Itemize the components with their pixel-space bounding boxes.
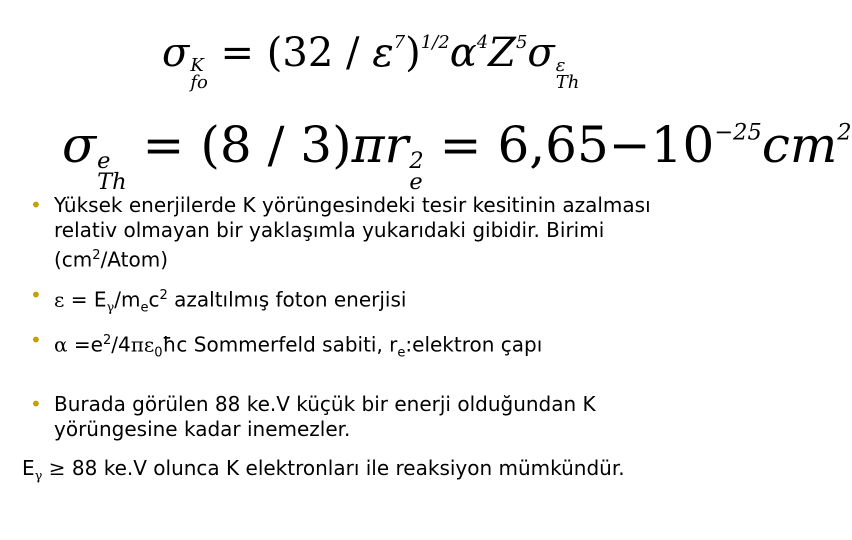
alpha: α (54, 332, 68, 357)
fraction: (8 / 3) (200, 116, 352, 174)
pi: π (130, 332, 144, 357)
hbar-c: ħc (162, 332, 188, 357)
r-symbol: r (384, 116, 409, 174)
ge-symbol: ≥ (42, 456, 72, 480)
zero-sub: 0 (154, 345, 163, 361)
equals: = (142, 116, 185, 174)
bullet-item-energy (30, 392, 700, 442)
sigma-indices (190, 54, 208, 93)
epsilon: ε (54, 287, 65, 312)
sigma-th-sup: ε (555, 54, 566, 76)
equals-2: = (439, 116, 482, 174)
pi: π (351, 116, 385, 174)
bullet-dot-icon: • (30, 283, 42, 307)
alpha: α (449, 30, 477, 76)
sigma-symbol: σ (62, 116, 97, 174)
sigma-th-indices (555, 54, 580, 93)
half-exp: 1/2 (420, 32, 450, 53)
tail: :elektron çapı (405, 332, 543, 357)
sigma-sub: Th (97, 169, 127, 195)
alpha-exp: 4 (476, 32, 489, 53)
r-sup: 2 (409, 147, 424, 174)
sigma-sup: K (190, 54, 204, 76)
rest: Sommerfeld sabiti, r (187, 332, 398, 357)
sigma-sup: e (97, 147, 111, 174)
bullet-text (54, 328, 700, 366)
sigma-sub: fo (190, 71, 208, 93)
bullet-item-alpha (30, 328, 700, 366)
bullet-item-cross-section (30, 193, 700, 273)
sigma-th: σ (527, 30, 555, 76)
sigma-indices (97, 147, 127, 195)
bullet-text-end: /Atom) (100, 247, 168, 272)
e-sub: e (397, 345, 406, 361)
ten: 10 (650, 116, 715, 174)
z-exp: 5 (515, 32, 528, 53)
gamma-sub: γ (106, 300, 115, 316)
eq-e: = E (64, 287, 107, 312)
ten-exp: −25 (714, 119, 762, 146)
e-symbol: E (22, 456, 35, 480)
gamma-sub: γ (34, 469, 43, 484)
rest: azaltılmış foton enerjisi (167, 287, 407, 312)
eq-e: =e (67, 332, 103, 357)
epsilon-exp: 7 (393, 32, 406, 53)
r-indices (409, 147, 424, 195)
unit-exp: 2 (837, 119, 852, 146)
value: 6,65 (497, 116, 609, 174)
paren-close: ) (405, 30, 421, 76)
epsilon: ε (372, 30, 394, 76)
bullet-text: Burada görülen 88 ke.V küçük bir enerji olduğundan K yörüngesine kadar inemezler. (54, 392, 596, 441)
cross-section-equation-k (162, 30, 579, 91)
bullet-text (54, 283, 700, 321)
sigma-symbol: σ (162, 30, 190, 76)
e-sub: e (140, 300, 149, 316)
epsilon: ε (143, 332, 155, 357)
div-4: /4 (111, 332, 131, 357)
c: c (148, 287, 160, 312)
minus: − (608, 116, 651, 174)
z-symbol: Z (488, 30, 516, 76)
unit: cm (761, 116, 838, 174)
conclusion-line (22, 456, 625, 489)
conclusion-text: 88 ke.V olunca K elektronları ile reaksiyon mümkündür. (71, 456, 625, 480)
bullet-text (54, 193, 700, 273)
bullet-dot-icon: • (30, 328, 42, 352)
bullet-item-epsilon (30, 283, 700, 321)
bullet-text-main: Yüksek enerjilerde K yörüngesindeki tesir kesitinin azalması relativ olmayan bir yaklaşımla yukarıdaki gibidir. Birimi (cm (54, 193, 651, 272)
thomson-cross-section-equation (62, 116, 852, 193)
slash-m: /m (114, 287, 141, 312)
r-sub: e (409, 169, 423, 195)
sigma-th-sub: Th (555, 71, 580, 93)
e-sup: 2 (102, 333, 112, 348)
paren-open: (32 / (266, 30, 373, 76)
equals: = (220, 30, 255, 76)
bullet-text-sup: 2 (92, 248, 101, 263)
c-sup: 2 (159, 288, 168, 303)
bullet-dot-icon: • (30, 392, 42, 416)
bullet-dot-icon: • (30, 193, 42, 217)
